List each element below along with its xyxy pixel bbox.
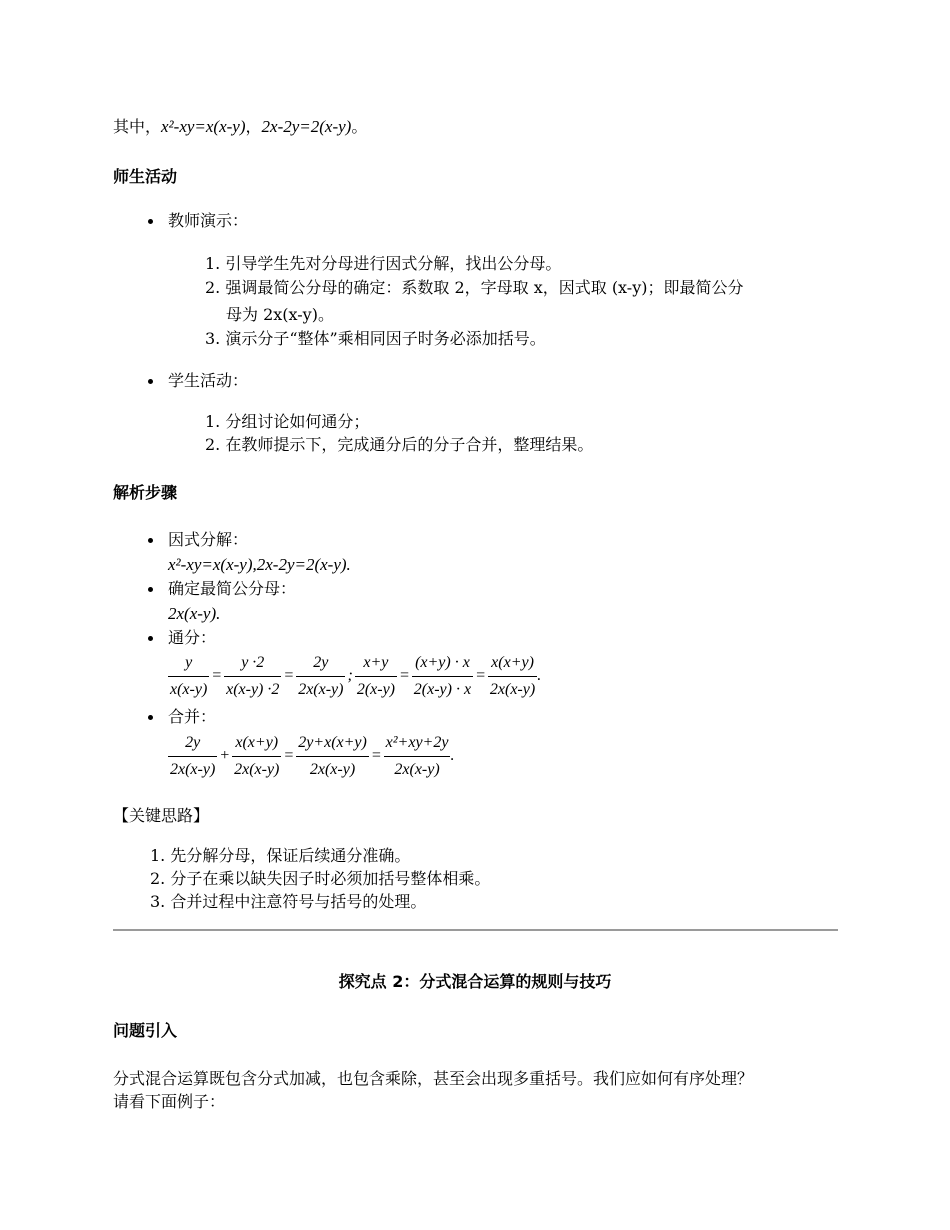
numerator: x(x+y) [232,732,281,757]
fraction [168,732,217,781]
denominator: x(x-y) ·2 [226,681,280,698]
fraction [224,652,281,701]
numerator: 2y [168,732,217,757]
denominator: 2x(x-y) [489,681,536,698]
student-item-2: 2. 在教师提示下，完成通分后的分子合并，整理结果。 [205,435,594,454]
horizontal-divider [113,929,838,931]
denominator: 2(x-y) [356,681,395,698]
fraction [412,652,473,701]
fraction [488,652,537,701]
numerator: 2y+x(x+y) [296,732,369,757]
key-idea-1: 1. 先分解分母，保证后续通分准确。 [150,846,411,865]
denominator: 2x(x-y) [234,761,280,778]
numerator: x(x+y) [488,652,537,677]
numerator: 2y [296,652,345,677]
teacher-label: 教师演示： [168,211,249,230]
bullet-icon [148,636,153,641]
section2-title: 探究点 2：分式混合运算的规则与技巧 [338,972,612,991]
intro-paragraph-line-1: 分式混合运算既包含分式加减，也包含乘除，甚至会出现多重括号。我们应如何有序处理？ [113,1069,754,1088]
intro-expr-1: x²-xy=x(x-y) [161,117,246,136]
merge-label: 合并： [168,707,217,726]
factor-label: 因式分解： [168,530,249,549]
fraction [232,732,281,781]
student-item-1: 1. 分组讨论如何通分； [205,412,370,431]
heading-steps: 解析步骤 [113,483,178,502]
intro-paragraph-line-2: 请看下面例子： [113,1092,226,1111]
teacher-item-2: 2. 强调最简公分母的确定：系数取 2，字母取 x，因式取 (x-y)；即最简公分 [205,278,744,297]
fraction [355,652,397,701]
numerator: x+y [355,652,397,677]
merge-equation: $\frac{2y}{2x(x-y)}$ + $\frac{x(x+y)}{2x(x-y)}$ = $\frac{2y+x(x+y)}{2x(x-y)}$ = $\frac{\text{x²+xy+2y}}{2x(x-y)}$ . [168,732,454,781]
teacher-item-2-cont: 母为 2x(x-y)。 [226,305,334,324]
fraction [168,652,209,701]
semicolon: ; [347,667,353,685]
fraction [296,652,345,701]
key-idea-3: 3. 合并过程中注意符号与括号的处理。 [150,892,427,911]
common-label: 通分： [168,628,217,647]
denominator: 2x(x-y) [309,761,356,778]
bullet-icon [148,538,153,543]
denominator: 2x(x-y) [170,761,216,778]
bullet-icon [148,379,153,384]
fraction [384,732,451,781]
common-denominator-equation: $\frac{y}{x(x-y)}$ = $\frac{y \cdot 2}{x(x-y) \cdot 2}$ = $\frac{2y}{2x(x-y)}$ ; $\frac{x+y}{2(x-y)}$ = $\frac{(x+y) \cdot x}{2(x-y) \cdot x}$ = $\frac{x(x+y)}{2x(x-y)}$ . [168,652,541,701]
numerator: y [168,652,209,677]
lcd-label: 确定最简公分母： [168,579,297,598]
intro-suffix: 。 [351,117,368,136]
period: . [537,667,542,685]
intro-sep: ， [245,117,262,136]
fraction [296,732,369,781]
heading-problem-intro: 问题引入 [113,1021,178,1040]
teacher-item-1: 1. 引导学生先对分母进行因式分解，找出公分母。 [205,254,562,273]
teacher-item-3: 3. 演示分子“整体”乘相同因子时务必添加括号。 [205,329,546,348]
bullet-icon [148,219,153,224]
denominator: 2x(x-y) [394,761,440,778]
denominator: x(x-y) [170,681,208,698]
key-ideas-heading: 【关键思路】 [113,806,210,825]
heading-teacher-student: 师生活动 [113,167,178,186]
plus-sign: + [219,747,231,765]
intro-expr-2: 2x-2y=2(x-y) [261,117,352,136]
bullet-icon [148,587,153,592]
key-idea-2: 2. 分子在乘以缺失因子时必须加括号整体相乘。 [150,869,491,888]
numerator: y ·2 [224,652,281,677]
period: . [450,747,455,765]
numerator: (x+y) · x [412,652,473,677]
numerator: x²+xy+2y [384,732,451,757]
factor-expr: x²-xy=x(x-y),2x-2y=2(x-y). [168,555,351,574]
bullet-icon [148,715,153,720]
intro-line [113,116,367,138]
lcd-expr: 2x(x-y). [168,604,221,623]
denominator: 2(x-y) · x [413,681,472,698]
intro-prefix: 其中， [113,117,162,136]
student-label: 学生活动： [168,371,249,390]
denominator: 2x(x-y) [298,681,344,698]
